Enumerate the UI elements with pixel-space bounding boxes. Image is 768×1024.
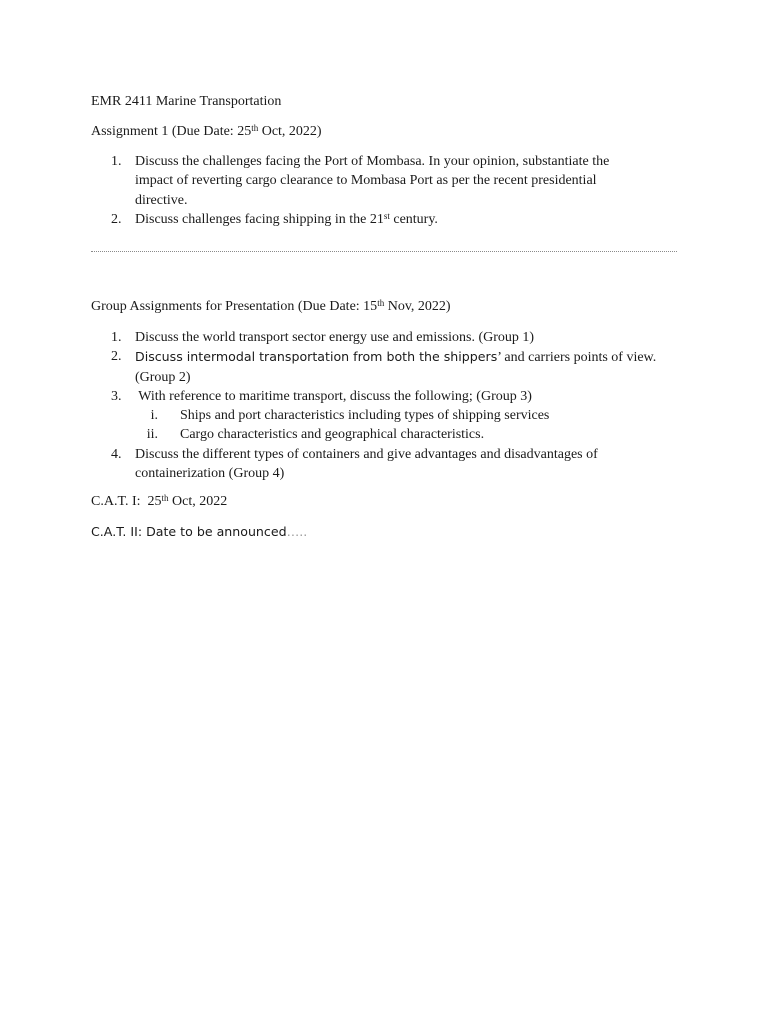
superscript: st — [383, 210, 390, 221]
cat2-line: C.A.T. II: Date to be announced….. — [91, 524, 308, 539]
list-item-line: containerization (Group 4) — [135, 466, 285, 482]
list-item — [91, 347, 691, 387]
cat1-line: C.A.T. I: 25th Oct, 2022 — [91, 493, 228, 509]
list-item-line: Discuss the challenges facing the Port of Mombasa. In your opinion, substantiate the — [135, 154, 610, 169]
assignment1-list — [91, 152, 691, 229]
list-number: 1. — [111, 330, 122, 345]
list-item-line: Discuss the world transport sector energy use and emissions. (Group 1) — [135, 330, 535, 345]
group-assignments-heading: Group Assignments for Presentation (Due Date: 15th Nov, 2022) — [91, 298, 451, 314]
sub-list-item: ii. Cargo characteristics and geographical characteristics. — [135, 425, 691, 444]
list-item — [91, 387, 691, 445]
list-item-line: impact of reverting cargo clearance to Mombasa Port as per the recent presidential — [135, 173, 597, 189]
list-item-line: directive. — [135, 192, 188, 208]
course-title: EMR 2411 Marine Transportation — [91, 94, 282, 109]
list-item-line: With reference to maritime transport, discuss the following; (Group 3) — [135, 388, 532, 404]
list-item — [91, 210, 691, 229]
dotted-divider — [91, 251, 677, 252]
list-item-line: (Group 2) — [135, 369, 191, 385]
sub-list-item: i. Ships and port characteristics including types of shipping services — [135, 406, 691, 425]
list-item — [91, 328, 691, 347]
superscript: th — [377, 298, 385, 308]
group-assignments-list — [91, 328, 691, 483]
list-item — [91, 152, 691, 210]
roman-numeral: i. — [150, 408, 158, 424]
list-item-line: Discuss intermodal transportation from both the shippers’ and carriers points of view. — [135, 349, 657, 366]
list-item-line: Discuss the different types of containers and give advantages and disadvantages of — [135, 446, 598, 462]
list-number: 2. — [111, 349, 122, 365]
list-number: 2. — [111, 211, 122, 227]
list-number: 3. — [111, 388, 122, 404]
list-number: 4. — [111, 446, 122, 462]
sub-list — [135, 406, 691, 445]
assignment1-heading: Assignment 1 (Due Date: 25th Oct, 2022) — [91, 123, 322, 139]
list-item — [91, 445, 691, 484]
superscript: th — [161, 493, 169, 503]
list-item-line: Discuss challenges facing shipping in the 21st century. — [135, 210, 438, 227]
list-number: 1. — [111, 154, 122, 169]
superscript: th — [251, 123, 259, 133]
roman-numeral: ii. — [146, 427, 158, 443]
